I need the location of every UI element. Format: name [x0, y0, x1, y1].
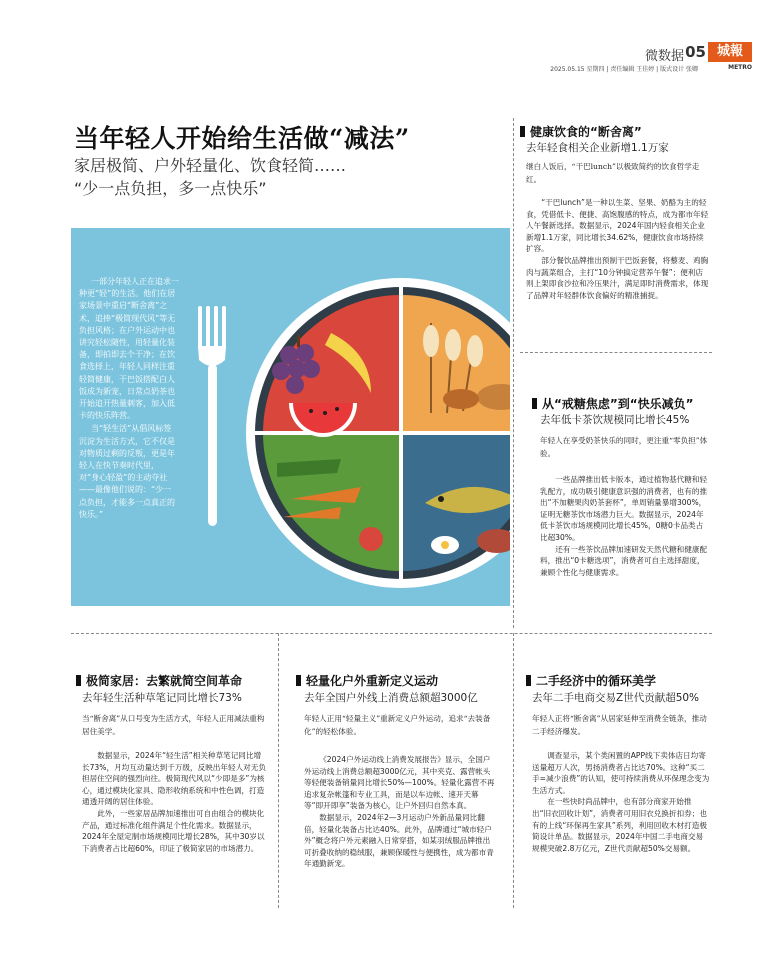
- plate: [246, 278, 510, 588]
- section-lead-diet: 继白人饭后，“干巴lunch”以极致简约的饮食哲学走红。: [526, 162, 700, 184]
- masthead: [0, 40, 768, 76]
- bullet-icon: [526, 675, 531, 686]
- section-title-secondhand: 二手经济中的循环美学: [526, 672, 656, 689]
- column-divider: [513, 633, 514, 908]
- column-divider: [513, 118, 514, 628]
- illustration-caption: [79, 276, 179, 522]
- section-body-home: 数据显示，2024年“轻生活”相关种草笔记同比增长73%，月均互动量达到千万级，反映出年轻人对无负担居住空间的强烈向往。极简现代风以“少即是多”为核心，通过模块化家具、隐形收纳系统和中性色调，打造通透开阔的居住体验。 此外，一些家居品牌加速推出可自由组合的模块化产品，通过标准化组件满足个性化需求。数据显示，2024年全屋定制市场规模同比增长28%，其中30岁以下消费者占比超60%，印证了极简家居的市场潜力。: [82, 751, 266, 853]
- section-divider: [71, 633, 712, 634]
- bullet-icon: [520, 126, 525, 137]
- issue-meta: 2025.05.15 星期四 | 责任编辑 王佳婷 | 版式设计 张卿: [550, 66, 698, 73]
- section-title-sugar: 从“戒糖焦虑”到“快乐减负”: [532, 395, 694, 412]
- fork-icon: [198, 306, 226, 526]
- section-lead-sugar: 年轻人在享受奶茶快乐的同时，更注重“零负担”体验。: [540, 436, 708, 458]
- column-divider: [278, 633, 279, 908]
- bullet-icon: [532, 398, 537, 409]
- section-subtitle-sugar: 去年低卡茶饮规模同比增长45%: [540, 414, 690, 426]
- caption-paragraph: 当“轻生活”从倡风标签沉淀为生活方式，它不仅是对物质过剩的反叛，更是年轻人在快节奏时代里，对“身心轻盈”的主动夺社——最像他们说的：“少一点负担，才能多一点真正的快乐。”: [79, 424, 175, 519]
- section-title-diet: 健康饮食的“断舍离”: [520, 123, 642, 140]
- page-number: 05: [685, 43, 706, 61]
- section-subtitle-home: 去年轻生活种草笔记同比增长73%: [82, 692, 242, 704]
- illustration-panel: [71, 228, 510, 606]
- section-divider: [520, 352, 712, 353]
- page-title: 当年轻人开始给生活做“减法”: [74, 124, 410, 153]
- section-title-home: 极简家居：去繁就简空间革命: [76, 672, 242, 689]
- section-body-diet: “干巴lunch”是一种以生菜、坚果、奶酪为主的轻食，凭借低卡、便捷、高饱腹感的特点，成为都市年轻人午餐新选择。数据显示，2024年国内轻食相关企业新增1.1万家，同比增长34.62%，健康饮食市场持续扩容。 部分餐饮品牌推出预制干巴饭套餐，将藜麦、鸡胸肉与蔬菜组合，主打“10分钟搞定营养午餐”；便利店则上架即食沙拉和冷压果汁，满足即时消费需求，体现了品牌对年轻群体饮食偏好的精准捕捉。: [526, 198, 709, 300]
- bullet-icon: [296, 675, 301, 686]
- section-body-outdoor: 《2024户外运动线上消费发展报告》显示，全国户外运动线上消费总额超3000亿元，其中夹克、露营帐头等轻便装备销量同比增长50%—100%。轻量化露营不再追求复杂帐篷和专业工具，而是以车边帐、速开天幕等“即开即享”装备为核心，让户外回归自然本真。 数据显示，2024年2—3月运动户外新品量同比翻倍，轻量化装备占比达40%。此外，品牌通过“城市轻户外”概念将户外元素融入日常穿搭，如某羽绒服品牌推出可折叠收纳的稳绒服，兼顾保暖性与便携性，成为都市青年通勤新宠。: [304, 755, 495, 869]
- section-lead-home: 当“断舍离”从口号变为生活方式，年轻人正用减法重构居住美学。: [82, 714, 265, 736]
- section-subtitle-outdoor: 去年全国户外线上消费总额超3000亿: [304, 692, 478, 704]
- section-subtitle-secondhand: 去年二手电商交易Z世代贡献超50%: [532, 692, 700, 704]
- bullet-icon: [76, 675, 81, 686]
- section-lead-outdoor: 年轻人正用“轻量主义”重新定义户外运动，追求“去装备化”的轻松体验。: [304, 714, 491, 736]
- section-lead-secondhand: 年轻人正将“断舍离”从居家延伸至消费全链条，推动二手经济爆发。: [532, 714, 707, 736]
- section-name: 微数据: [644, 49, 684, 64]
- section-title-outdoor: 轻量化户外重新定义运动: [296, 672, 438, 689]
- section-subtitle-diet: 去年轻食相关企业新增1.1万家: [526, 142, 669, 154]
- section-body-secondhand: 调查显示，某个类闲置的APP线下卖体店日均寄送量超万人次，男扬消费者占比达70%。这种“买二手=减少浪费”的认知，使可持续消费从环保理念变为生活方式。 在一些快时尚品牌中，也有部分商家开始推出“旧衣回收计划”，消费者可用旧衣兑换折扣券；也有的上线“环保再生家具”系列，利用回收木材打造极简设计单品。数据显示，2024年中国二手电商交易规模突破2.8万亿元，Z世代贡献超50%交易额。: [532, 751, 710, 853]
- page-subtitle-1: 家居极简、户外轻量化、饮食轻简……: [74, 156, 347, 175]
- brand-label: METRO: [728, 64, 752, 71]
- newspaper-logo: 城報: [708, 42, 752, 62]
- page-subtitle-2: “少一点负担，多一点快乐”: [74, 179, 267, 198]
- caption-paragraph: 一部分年轻人正在追求一种更“轻”的生活。他们在居家场景中重启“断舍离”之术，追捧“极简现代风”等无负担风格；在户外运动中也讲究轻松随性，用轻量化装备，即拍即去个干净；在饮食选择上，年轻人同样注重轻简健康，干巴饭搭配白人饭成为新宠，日常点奶茶也开始追开热量刺客，加入低卡的快乐阵营。: [79, 277, 179, 421]
- section-body-sugar: 一些品牌推出低卡版本，通过植物基代糖和轻乳配方，成功吸引健康意识强的消费者，也有的推出“不加糖果肉奶茶套杯”，单周销量暴增300%，证明无糖茶饮市场潜力巨大。数据显示，2024年低卡茶饮市场规模同比增长45%，0糖0卡品类占比超30%。 还有一些茶饮品牌加速研发天然代糖和健康配料，推出“0卡糖选项”，消费者可自主选择甜度，兼顾个性化与健康需求。: [540, 475, 708, 577]
